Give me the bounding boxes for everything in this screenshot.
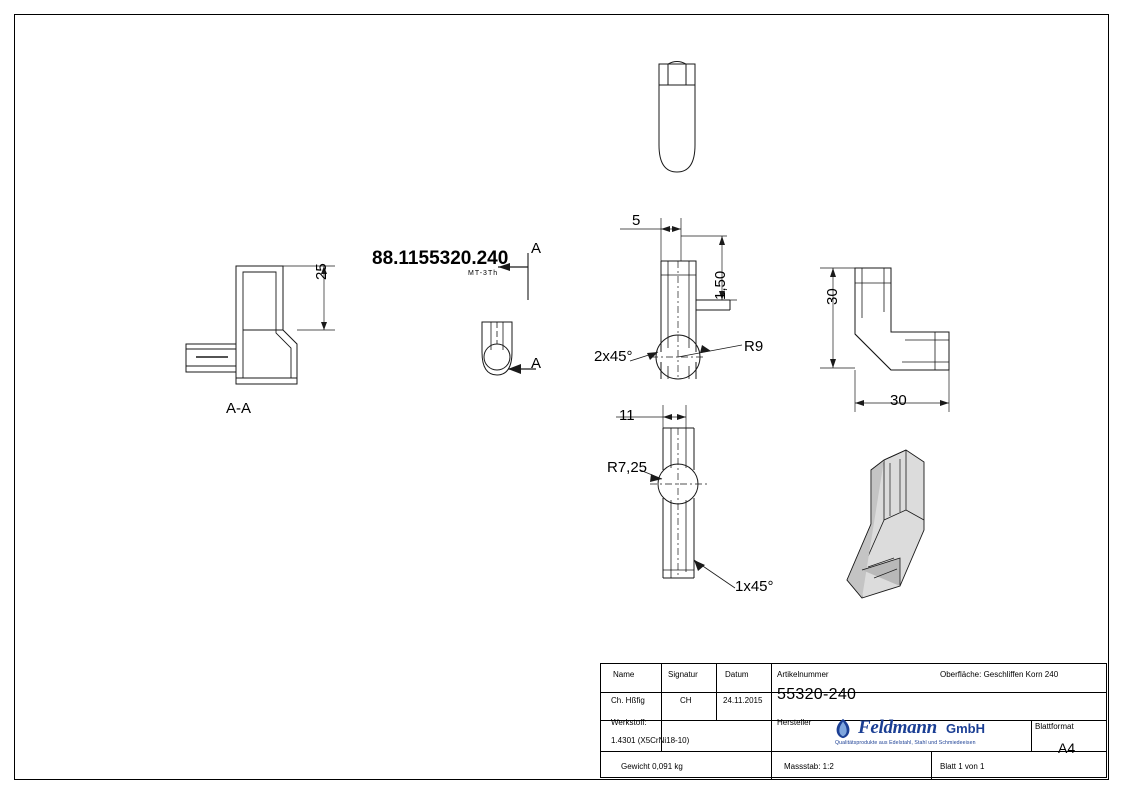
logo-company-name: Feldmann [858,717,937,738]
value-blattformat: A4 [1058,740,1076,756]
leader-2x45 [630,352,658,361]
cell-name-value: Ch. Hßfig [611,696,645,705]
th-name: Name [613,670,635,679]
dim-label-25: 25 [313,263,330,280]
dim-label-30-vertical: 30 [824,288,841,305]
th-oberflaeche: Oberfläche: Geschliffen Korn 240 [940,670,1059,679]
cell-signatur-value: CH [680,696,692,705]
section-label-a-bottom: A [531,355,542,372]
leader-R9 [678,345,742,357]
dim-label-1x45: 1x45° [735,578,774,595]
dim-label-30-horizontal: 30 [890,392,907,409]
dim-label-5: 5 [632,212,641,229]
dim-label-2x45: 2x45° [594,348,633,365]
dim-label-R7-25: R7,25 [607,459,648,476]
part-number-label: 88.1155320.240 [372,248,509,269]
value-werkstoff: 1.4301 (X5CrNi18-10) [611,736,690,745]
view-isometric [847,450,924,598]
part-number-sublabel: MT-3Th [468,270,499,277]
th-datum: Datum [725,670,749,679]
leader-1x45 [694,560,735,588]
label-blattformat: Blattformat [1035,722,1074,731]
section-label-a-top: A [531,240,542,257]
view-round-section [482,322,512,375]
label-werkstoff: Werkstoff: [611,718,647,727]
view-top-plug [659,62,695,173]
dim-label-R9: R9 [744,338,764,355]
cell-blatt: Blatt 1 von 1 [940,762,985,771]
dim-5 [620,218,681,261]
view-elbow [855,268,949,370]
dim-30-vertical [820,268,855,368]
label-hersteller: Hersteller [777,718,812,727]
th-artikelnummer: Artikelnummer [777,670,829,679]
flange-detail [696,300,730,310]
view-section-aa [186,266,297,384]
dim-label-11: 11 [619,407,635,424]
logo-tagline: Qualitätsprodukte aus Edelstahl, Stahl und Schmiedeeisen [835,740,976,746]
cell-article-number: 55320-240 [777,686,857,703]
view-front-top [651,261,705,379]
view-front-bottom [650,428,708,578]
cell-gewicht: Gewicht 0,091 kg [621,762,683,771]
logo-mark-icon [832,718,854,740]
logo-company-suffix: GmbH [946,721,985,736]
dim-label-1-50: 1,50 [712,270,729,300]
cell-datum-value: 24.11.2015 [723,696,763,705]
section-label-aa: A-A [226,400,252,417]
th-signatur: Signatur [668,670,698,679]
cell-massstab: Massstab: 1:2 [784,762,834,771]
company-logo [830,718,1000,750]
